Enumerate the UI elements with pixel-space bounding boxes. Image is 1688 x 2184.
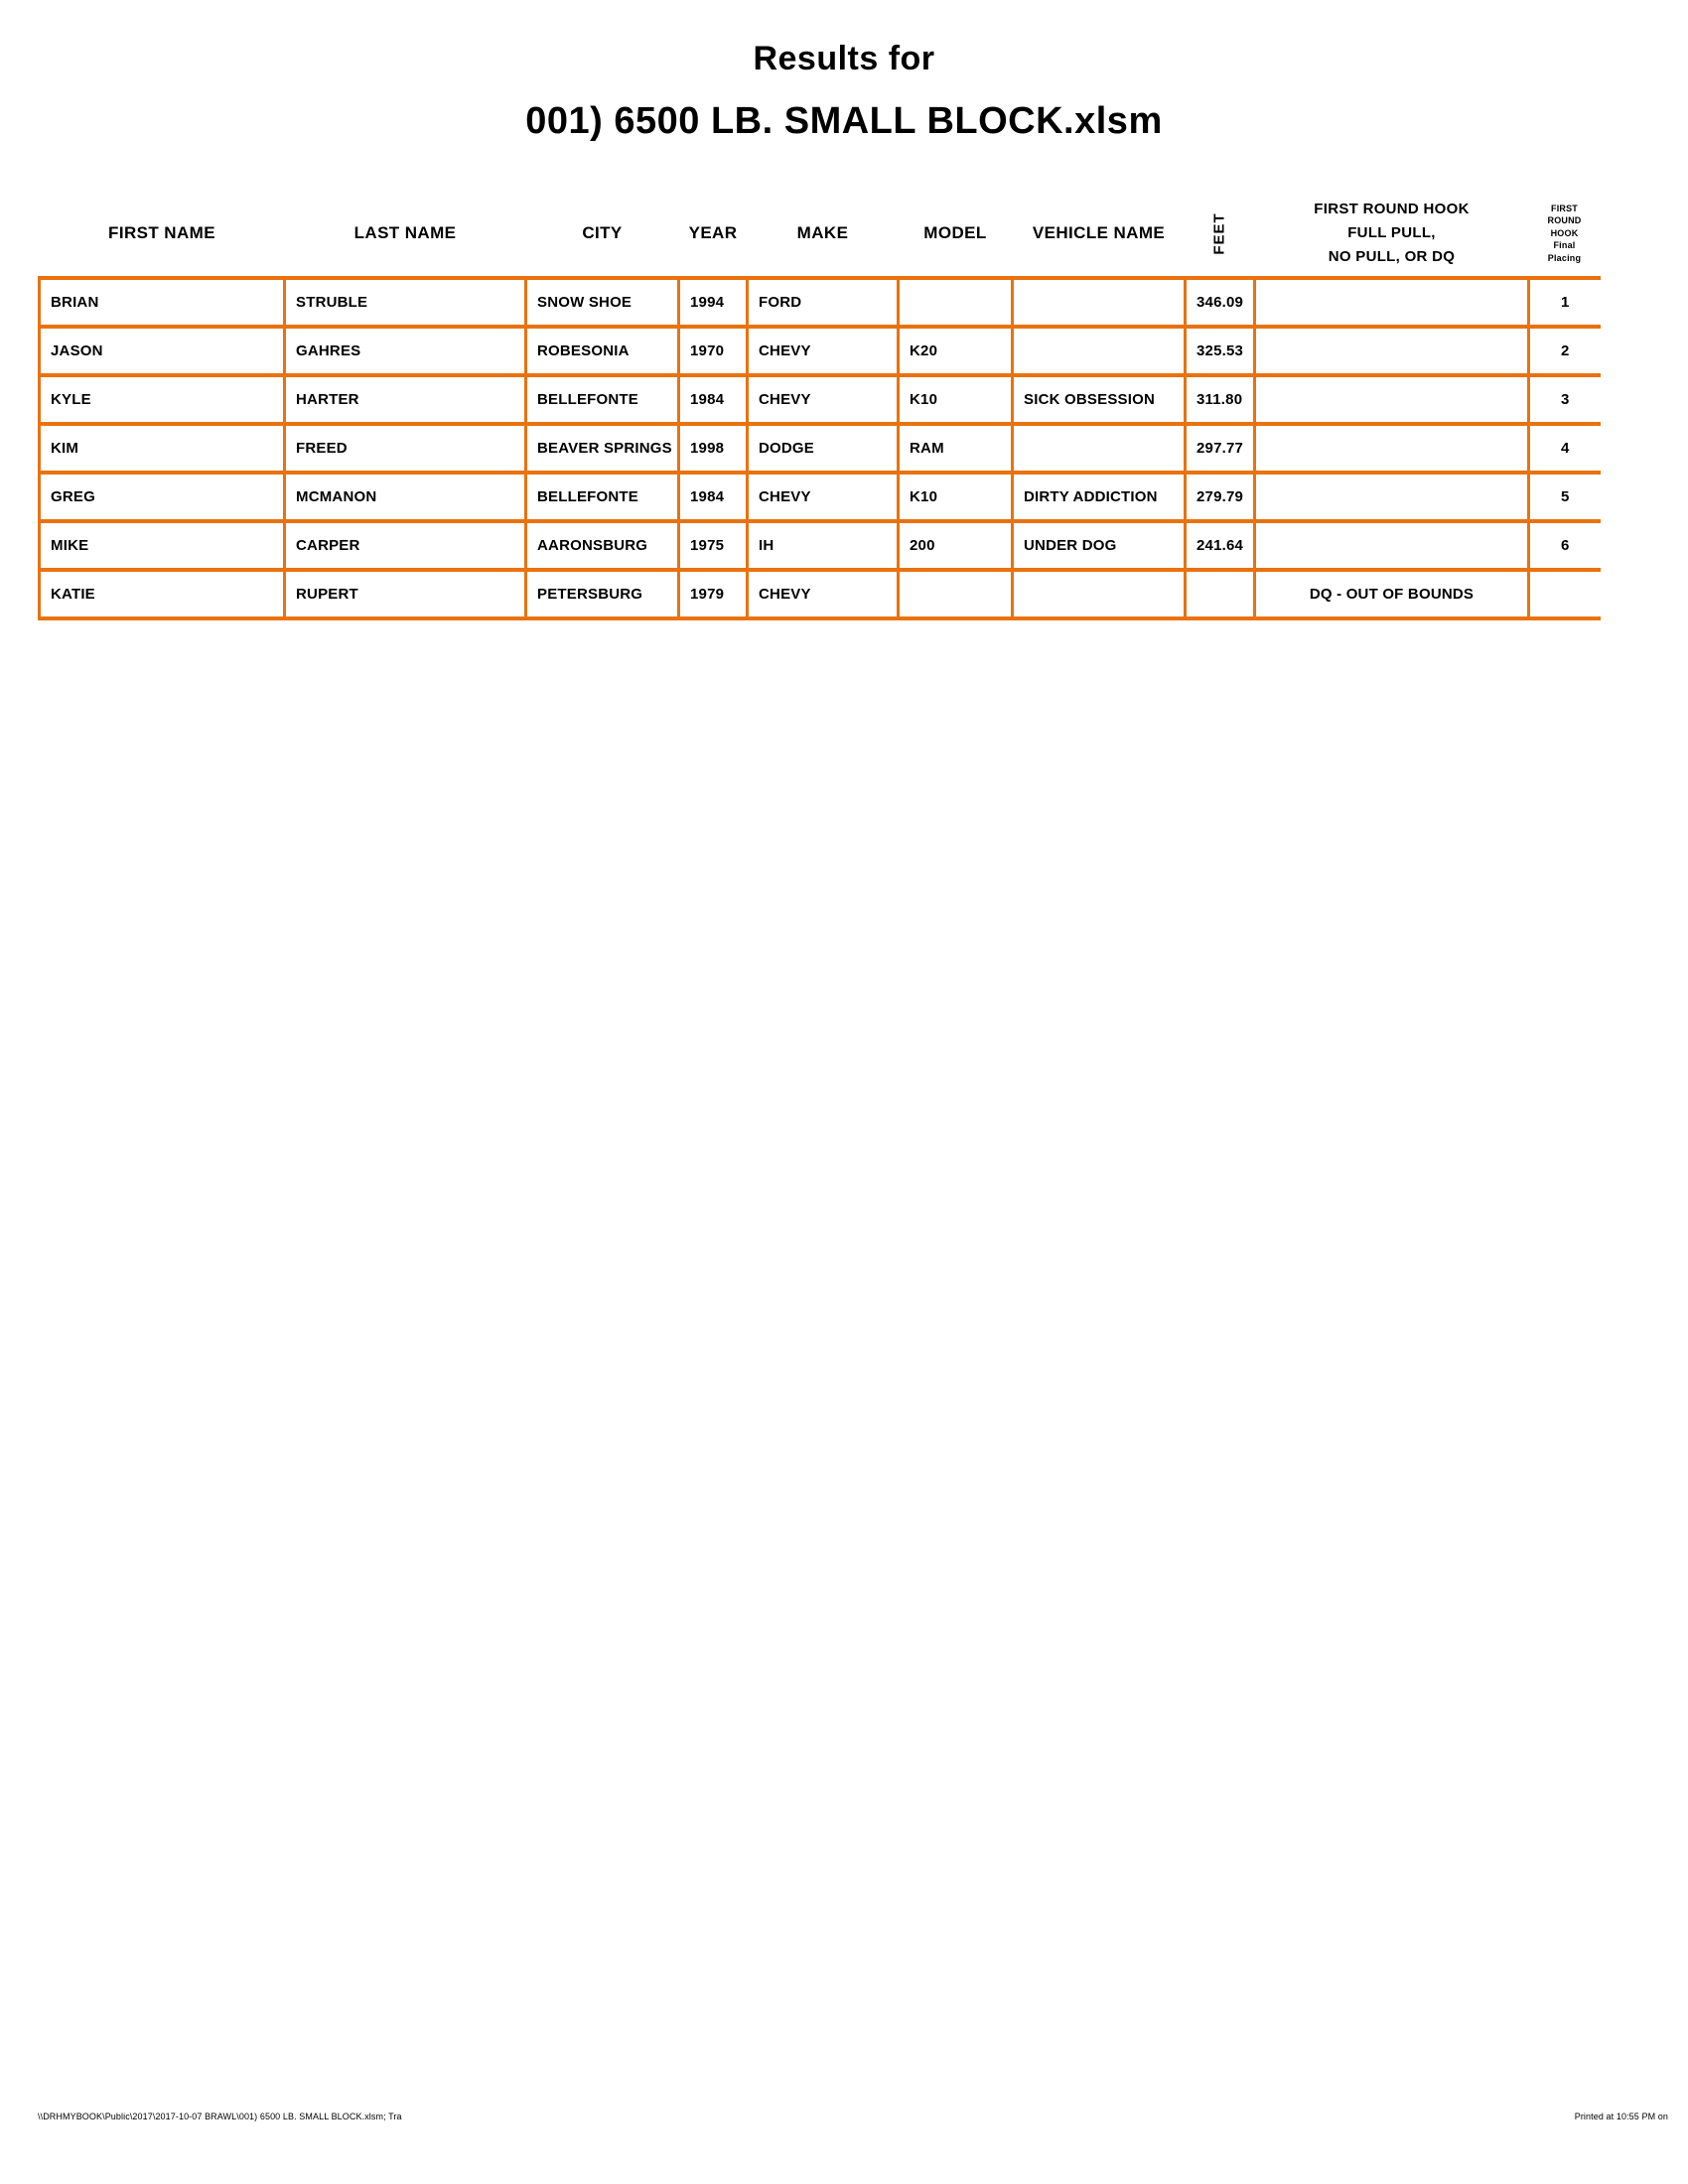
cell-hook — [1255, 327, 1529, 375]
cell-placing: 4 — [1529, 424, 1601, 473]
cell-first-name: MIKE — [40, 521, 285, 570]
feet-rotated-label: FEET — [1211, 212, 1228, 255]
cell-vehicle-name — [1013, 570, 1186, 618]
col-header-feet — [1186, 191, 1255, 278]
table-row — [40, 375, 1601, 424]
cell-make: CHEVY — [748, 327, 899, 375]
cell-first-name: KYLE — [40, 375, 285, 424]
cell-hook — [1255, 375, 1529, 424]
cell-placing: 2 — [1529, 327, 1601, 375]
cell-placing: 5 — [1529, 473, 1601, 521]
footer-file-path: \\DRHMYBOOK\Public\2017\2017-10-07 BRAWL\001) 6500 LB. SMALL BLOCK.xlsm; Tra — [38, 2112, 402, 2121]
col-header-make: MAKE — [796, 223, 849, 242]
footer-printed-at: Printed at 10:55 PM on — [1574, 2112, 1668, 2121]
cell-feet — [1186, 570, 1255, 618]
col-header-first-name: FIRST NAME — [108, 223, 215, 242]
cell-feet: 346.09 — [1186, 278, 1255, 327]
cell-make: CHEVY — [748, 570, 899, 618]
table-row — [40, 570, 1601, 618]
cell-make: FORD — [748, 278, 899, 327]
col-header-first-round-hook: FIRST ROUND HOOK FULL PULL, NO PULL, OR DQ — [1314, 201, 1470, 265]
cell-hook — [1255, 521, 1529, 570]
header-row — [40, 191, 1601, 278]
table-row — [40, 473, 1601, 521]
cell-last-name: FREED — [285, 424, 526, 473]
cell-year: 1994 — [679, 278, 748, 327]
cell-first-name: KIM — [40, 424, 285, 473]
table-row — [40, 424, 1601, 473]
cell-make: CHEVY — [748, 473, 899, 521]
cell-city: BEAVER SPRINGS — [526, 424, 679, 473]
cell-feet: 311.80 — [1186, 375, 1255, 424]
cell-hook — [1255, 278, 1529, 327]
title-class-filename: 001) 6500 LB. SMALL BLOCK.xlsm — [525, 100, 1163, 142]
results-table — [38, 191, 1601, 620]
cell-last-name: STRUBLE — [285, 278, 526, 327]
results-table-body — [40, 278, 1601, 618]
cell-year: 1975 — [679, 521, 748, 570]
cell-first-name: JASON — [40, 327, 285, 375]
cell-year: 1998 — [679, 424, 748, 473]
title-results-for: Results for — [753, 40, 935, 77]
cell-vehicle-name: SICK OBSESSION — [1013, 375, 1186, 424]
cell-model: RAM — [899, 424, 1013, 473]
cell-city: PETERSBURG — [526, 570, 679, 618]
cell-make: CHEVY — [748, 375, 899, 424]
page-title — [0, 40, 1688, 143]
cell-year: 1984 — [679, 473, 748, 521]
cell-model: 200 — [899, 521, 1013, 570]
cell-city: BELLEFONTE — [526, 473, 679, 521]
col-header-model: MODEL — [923, 223, 987, 242]
cell-first-name: GREG — [40, 473, 285, 521]
cell-model: K10 — [899, 473, 1013, 521]
cell-model — [899, 278, 1013, 327]
cell-city: SNOW SHOE — [526, 278, 679, 327]
cell-last-name: GAHRES — [285, 327, 526, 375]
cell-vehicle-name — [1013, 278, 1186, 327]
cell-city: AARONSBURG — [526, 521, 679, 570]
cell-model: K20 — [899, 327, 1013, 375]
cell-hook: DQ - OUT OF BOUNDS — [1255, 570, 1529, 618]
cell-year: 1979 — [679, 570, 748, 618]
cell-first-name: KATIE — [40, 570, 285, 618]
cell-city: BELLEFONTE — [526, 375, 679, 424]
cell-last-name: RUPERT — [285, 570, 526, 618]
results-table-header — [40, 191, 1601, 278]
cell-placing: 6 — [1529, 521, 1601, 570]
cell-feet: 297.77 — [1186, 424, 1255, 473]
cell-vehicle-name: DIRTY ADDICTION — [1013, 473, 1186, 521]
cell-model: K10 — [899, 375, 1013, 424]
cell-placing: 1 — [1529, 278, 1601, 327]
col-header-year: YEAR — [688, 223, 738, 242]
col-header-final-placing: FIRST ROUND HOOK Final Placing — [1547, 203, 1582, 263]
cell-last-name: CARPER — [285, 521, 526, 570]
cell-model — [899, 570, 1013, 618]
cell-placing: 3 — [1529, 375, 1601, 424]
cell-feet: 279.79 — [1186, 473, 1255, 521]
cell-make: DODGE — [748, 424, 899, 473]
cell-hook — [1255, 424, 1529, 473]
cell-year: 1970 — [679, 327, 748, 375]
cell-city: ROBESONIA — [526, 327, 679, 375]
table-row — [40, 521, 1601, 570]
cell-vehicle-name: UNDER DOG — [1013, 521, 1186, 570]
col-header-city: CITY — [582, 223, 623, 242]
cell-last-name: MCMANON — [285, 473, 526, 521]
col-header-last-name: LAST NAME — [353, 223, 457, 242]
cell-year: 1984 — [679, 375, 748, 424]
cell-make: IH — [748, 521, 899, 570]
cell-vehicle-name — [1013, 327, 1186, 375]
table-row — [40, 327, 1601, 375]
cell-hook — [1255, 473, 1529, 521]
cell-feet: 241.64 — [1186, 521, 1255, 570]
cell-feet: 325.53 — [1186, 327, 1255, 375]
table-row — [40, 278, 1601, 327]
cell-vehicle-name — [1013, 424, 1186, 473]
cell-last-name: HARTER — [285, 375, 526, 424]
col-header-vehicle-name: VEHICLE NAME — [1032, 223, 1166, 242]
cell-placing — [1529, 570, 1601, 618]
cell-first-name: BRIAN — [40, 278, 285, 327]
